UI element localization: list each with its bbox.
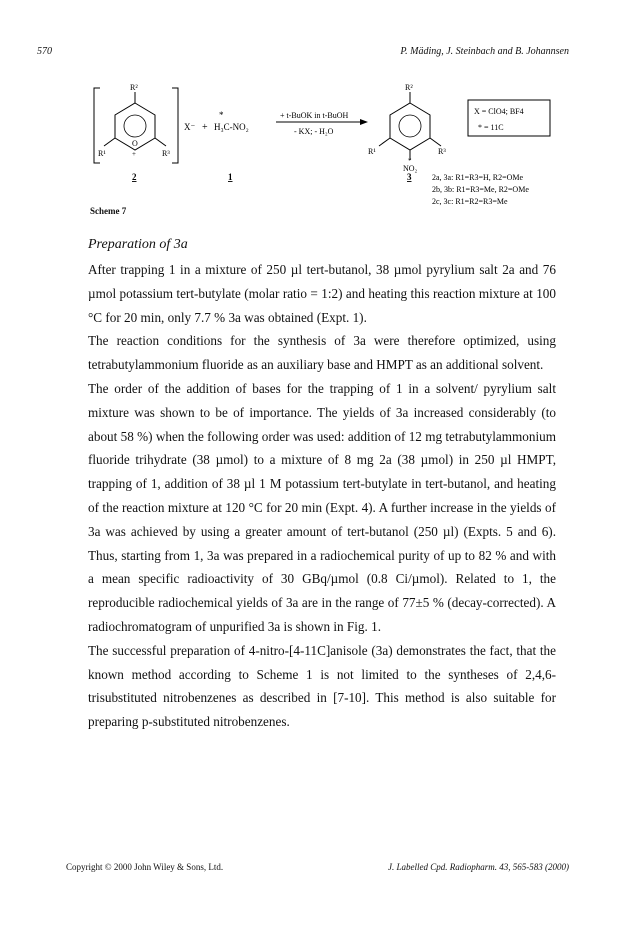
svg-text:R³: R³ [438, 147, 446, 156]
body-text [88, 258, 556, 734]
svg-text:*: * [408, 157, 412, 165]
svg-text:X⁻: X⁻ [184, 122, 196, 132]
compound-label-1: 1 [228, 172, 233, 182]
page-number: 570 [37, 46, 52, 57]
svg-text:R¹: R¹ [368, 147, 376, 156]
paragraph: The reaction conditions for the synthesis of 3a were therefore optimized, using tetrabutylammonium fluoride as an auxiliary base and HMPT as an additional solvent. [88, 333, 556, 373]
reagent-top: + t-BuOK in t-BuOH [280, 111, 349, 120]
reaction-scheme [80, 78, 580, 228]
reagent-bottom: - KX; - H₂O [294, 127, 334, 136]
svg-text:O: O [132, 139, 138, 148]
svg-text:+: + [132, 150, 136, 158]
compound-label-3: 3 [407, 172, 412, 182]
legend-box-line2: * = 11C [478, 123, 504, 132]
svg-text:R³: R³ [162, 149, 170, 158]
legend-box-line1: X = ClO4; BF4 [474, 107, 524, 116]
nitromethane-label: H₃C-NO₂ [214, 122, 249, 132]
svg-text:*: * [219, 110, 224, 120]
paragraph: The order of the addition of bases for the trapping of 1 in a solvent/ pyrylium salt mixture was shown to be of importance. The yields of 3a increased considerably (to about 58 %) when the following order was used: addition of 12 mg tetrabutylammonium fluoride trihydrate (38 µmol) to a mixture of 8 mg 2a (38 µmol) in 250 µl HMPT, trapping of 1, addition of 38 µl 1 M potassium tert-butylate in tert-butanol, and heating of the reaction mixture at 120 °C for 20 min (Expt. 4). A further increase in the yields of 3a was achieved by using a greater amount of tert-butanol (250 µl) (Expts. 5 and 6). Thus, starting from 1, 3a was prepared in a radiochemical purity of up to 82 % and with a mean specific radioactivity of 30 GBq/µmol (0.8 Ci/µmol). Related to 1, the reproducible radiochemical yields of 3a are in the range of 77±5 % (decay-corrected). A radiochromatogram of unpurified 3a is shown in Fig. 1. [88, 380, 556, 634]
nitrobenzene-ring [390, 103, 430, 150]
section-title: Preparation of 3a [88, 237, 188, 252]
variant-b: 2b, 3b: R1=R3=Me, R2=OMe [432, 185, 529, 194]
svg-text:+: + [202, 122, 208, 133]
paragraph: After trapping 1 in a mixture of 250 µl tert-butanol, 38 µmol pyrylium salt 2a and 76 µmol potassium tert-butylate (molar ratio = 1:2) and heating this reaction mixture at 100 °C for 20 min, only 7.7 % 3a was obtained (Expt. 1). [88, 262, 556, 325]
compound-label-2: 2 [132, 172, 137, 182]
footer-citation: J. Labelled Cpd. Radiopharm. 43, 565-583 (2000) [388, 862, 569, 872]
paragraph: The successful preparation of 4-nitro-[4-11C]anisole (3a) demonstrates the fact, that the known method according to Scheme 1 is not limited to the syntheses of 2,4,6-trisubstituted nitrobenzenes as described in [7-10]. This method is also suitable for preparing p-substituted nitrobenzenes. [88, 642, 556, 730]
svg-text:NO₂: NO₂ [403, 164, 418, 173]
footer-copyright: Copyright © 2000 John Wiley & Sons, Ltd. [66, 862, 224, 872]
svg-text:R¹: R¹ [98, 149, 106, 158]
variant-a: 2a, 3a: R1=R3=H, R2=OMe [432, 173, 524, 182]
svg-text:R²: R² [405, 83, 413, 92]
variant-c: 2c, 3c: R1=R2=R3=Me [432, 197, 508, 206]
svg-text:R²: R² [130, 83, 138, 92]
scheme-label: Scheme 7 [90, 206, 127, 216]
running-header-authors: P. Mäding, J. Steinbach and B. Johannsen [400, 46, 569, 57]
